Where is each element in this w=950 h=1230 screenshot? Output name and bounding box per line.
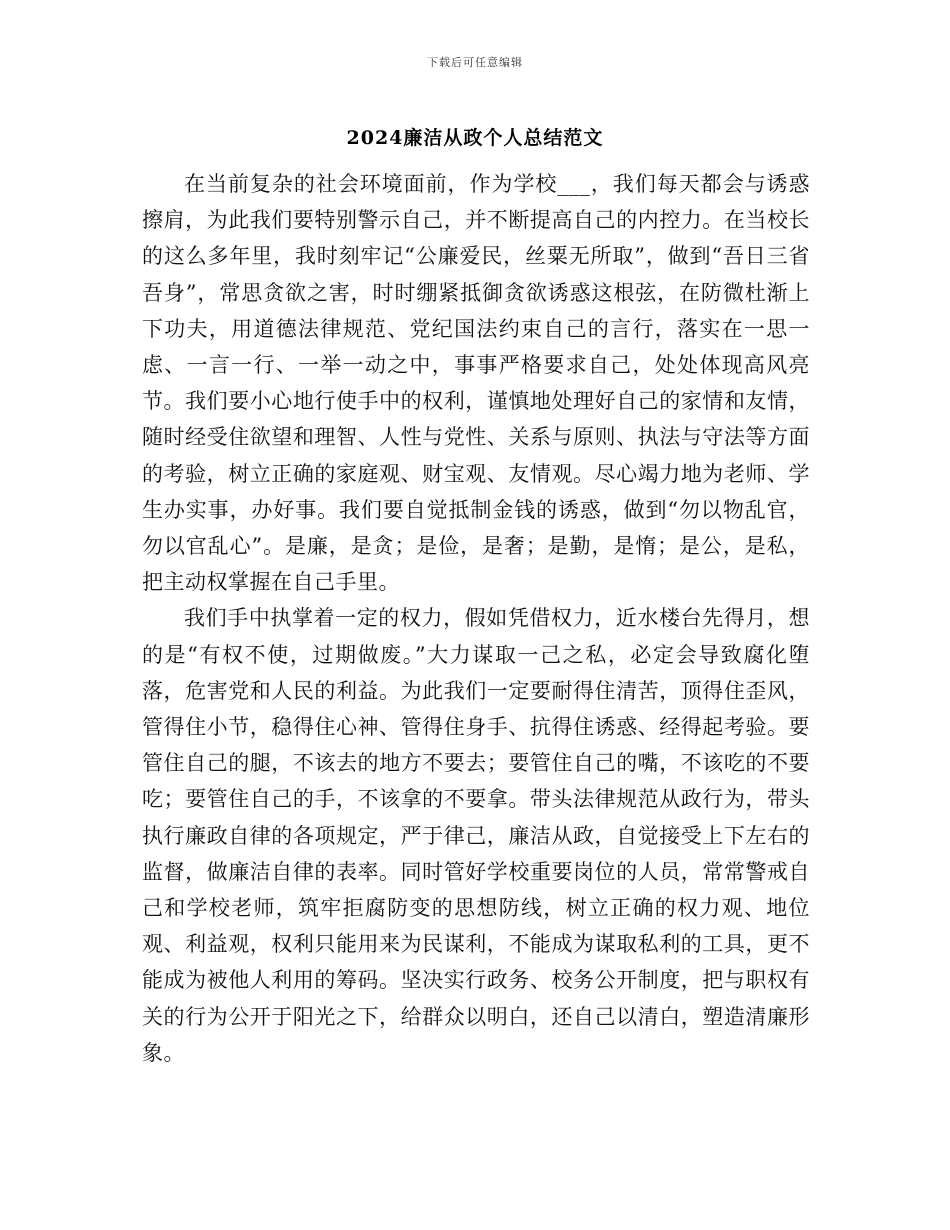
document-body [142, 166, 810, 1071]
body-paragraph-1: 在当前复杂的社会环境面前，作为学校___，我们每天都会与诱惑擦肩，为此我们要特别警示自己，并不断提高自己的内控力。在当校长的这么多年里，我时刻牢记“公廉爱民，丝粟无所取”，做到“吾日三省吾身”，常思贪欲之害，时时绷紧抵御贪欲诱惑这根弦，在防微杜渐上下功夫，用道德法律规范、党纪国法约束自己的言行，落实在一思一虑、一言一行、一举一动之中，事事严格要求自己，处处体现高风亮节。我们要小心地行使手中的权利，谨慎地处理好自己的家情和友情，随时经受住欲望和理智、人性与党性、关系与原则、执法与守法等方面的考验，树立正确的家庭观、财宝观、友情观。尽心竭力地为老师、学生办实事，办好事。我们要自觉抵制金钱的诱惑，做到“勿以物乱官，勿以官乱心”。是廉，是贪；是俭，是奢；是勤，是惰；是公，是私，把主动权掌握在自己手里。 [142, 172, 810, 595]
running-header: 下载后可任意编辑 [427, 56, 523, 69]
document-title: 2024廉洁从政个人总结范文 [346, 127, 604, 149]
body-paragraph-2: 我们手中执掌着一定的权力，假如凭借权力，近水楼台先得月，想的是“有权不使，过期做废。”大力谋取一己之私，必定会导致腐化堕落，危害党和人民的利益。为此我们一定要耐得住清苦，顶得住歪风，管得住小节，稳得住心神、管得住身手、抗得住诱惑、经得起考验。要管住自己的腿，不该去的地方不要去；要管住自己的嘴，不该吃的不要吃；要管住自己的手，不该拿的不要拿。带头法律规范从政行为，带头执行廉政自律的各项规定，严于律己，廉洁从政，自觉接受上下左右的监督，做廉洁自律的表率。同时管好学校重要岗位的人员，常常警戒自己和学校老师，筑牢拒腐防变的思想防线，树立正确的权力观、地位观、利益观，权利只能用来为民谋利，不能成为谋取私利的工具，更不能成为被他人利用的筹码。坚决实行政务、校务公开制度，把与职权有关的行为公开于阳光之下，给群众以明白，还自己以清白，塑造清廉形象。 [142, 606, 810, 1065]
